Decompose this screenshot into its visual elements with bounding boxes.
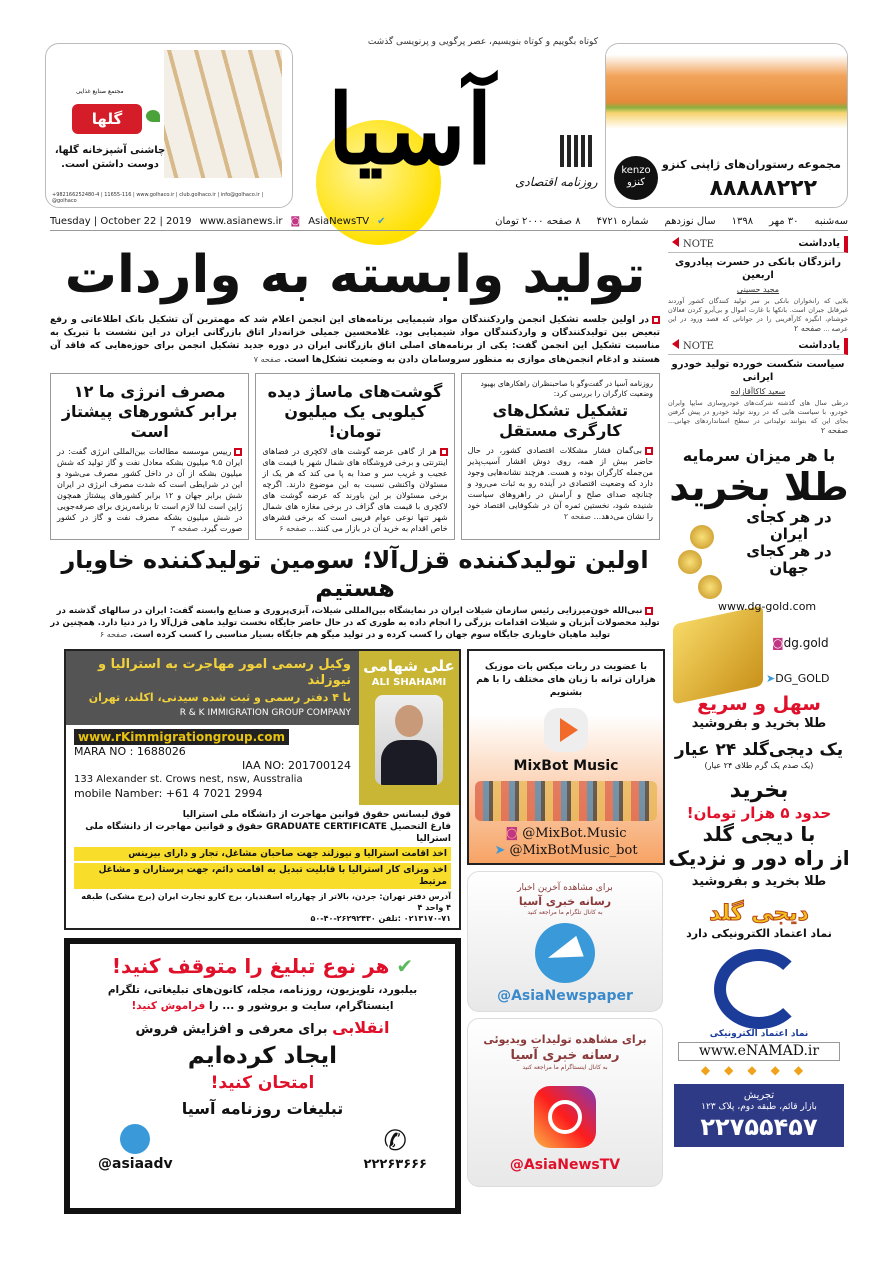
note-title[interactable]: سیاست شکست خورده تولید خودرو ایرانی [671,359,845,383]
gold-loc-2: ایران [769,525,809,543]
note-title[interactable]: رانزدگان بانکی در حسرت پیادروی اربعین [675,257,841,281]
page-ref: صفحه ۲ [794,324,822,333]
instagram-icon [534,1086,596,1148]
ad-headline: هر نوع تبلیغ را متوقف کنید! [111,954,390,978]
promo-line-2: رسانه خبری آسیا [518,895,612,908]
telegram-icon [535,923,595,983]
service-2: اخذ ویزای کار استرالیا با قابلیت تبدیل به اقامت دائم، جهت پرستاران و مشاغل مرتبط [74,863,451,889]
immigration-ad[interactable] [64,649,461,930]
telegram-promo[interactable] [467,871,663,1012]
digigold-logo: دیجی گلد [709,901,809,926]
note-label-en: NOTE [672,237,714,251]
contact-band [66,725,359,805]
promo-line-1: برای مشاهده تولیدات ویدیوئی [483,1033,647,1046]
instagram-icon: ◙ [772,636,784,650]
digigold-ad[interactable] [668,440,850,1240]
degree-1: فوق لیسانس حقوق قوانین مهاجرت از دانشگاه ملی استرالیا [182,810,451,820]
mixbot-telegram[interactable] [469,842,663,859]
main-column [50,240,660,1214]
note-label: یادداشت [798,340,840,351]
page-ref: صفحه ۷ [253,355,281,364]
promo-line-1: برای مشاهده آخرین اخبار [517,883,613,893]
enamad-logo-icon [714,949,804,1029]
instagram-icon: ◙ [290,216,301,227]
dg-address-1: تجریش [743,1090,775,1101]
promo-line-3: به کانال تلگرام ما مراجعه کنید [527,909,603,916]
secondary-paragraph [50,605,660,641]
telegram-icon: ➤ [766,672,776,685]
bullet-icon [440,448,448,456]
revolution-text: انقلابی [332,1018,390,1037]
verified-icon: ✔ [377,216,386,227]
ad-phone: ۲۲۲۶۳۶۶۶ [363,1157,427,1172]
immigration-url[interactable]: www.rKimmigrationgroup.com [74,729,289,745]
asia-logo [310,50,600,210]
weekday: سه‌شنبه [814,216,848,227]
qr-code-icon [560,135,592,167]
dg-address-2: بازار قائم، طبقه دوم، پلاک ۱۲۳ [701,1102,817,1112]
note-1[interactable] [668,236,848,334]
degree-2: فارغ التحصیل GRADUATE CERTIFICATE حقوق و قوانین مهاجرت از دانشگاه ملی استرالیا [85,822,451,844]
immigration-subtitle: با ۴ دفتر رسمی و ثبت شده سیدنی، اکلند، تهران [88,691,351,704]
issue-number: شماره ۴۷۲۱ [596,216,649,227]
try-text: امتحان کنید! [210,1073,315,1093]
note-author: مجید حسینی [736,285,780,294]
telegram-icon: ➤ [494,843,506,858]
mixbot-name: MixBot Music [513,758,619,774]
buy: بخرید [729,778,789,803]
office-address: آدرس دفتر تهران: جردن، بالاتر از چهارراه اسفندیار، برج کارو تجارت ایران (برج مشکی) طبقه ۴ واحد ۴ [81,892,451,912]
ads-column-left [64,649,461,1214]
mobile-number: mobile Namber: +61 4 7021 2994 [74,787,263,800]
with-digigold: با دیجی گلد [702,822,816,846]
leaf-icon [146,110,160,122]
musicians-illustration [475,781,657,821]
bullet-icon [645,447,653,455]
story-text: رییس موسسه مطالعات بین‌المللی انرژی گفت: در ایران ۹.۵ میلیون بشکه معادل نفت و گاز تولید که شش میلیون بشکه از آن در داخل کشور مصرف می‌شود و این در شرایطی است که شدت مصرف انرژی در ایران شش برابر جهان و ۱۲ برابر کشورهای پیشتاز همچون ژاپن است لذا لازم است تا برنامه‌ریزی برای صرفه‌جویی در شش میلیون بشکه مصرف نفت و گاز در کشور صورت گیرد. [57,447,243,533]
story-title[interactable]: مصرف انرژی ما ۱۲ برابر کشورهای پیشتاز است [61,382,238,441]
volume: سال نوزدهم [664,216,716,227]
story-body [57,446,242,534]
story-kicker: روزنامه آسیا در گفت‌وگو با صاحبنظران راهکارهای بهبود وضعیت کارگران را بررسی کرد: [480,379,653,398]
mixbot-ad[interactable] [467,649,665,865]
play-icon [544,708,588,752]
mara-number: MARA NO : 1688026 [74,745,186,758]
mixbot-text-1: با عضویت در ربات میکس بات موزیک [485,662,647,672]
one-digigold: یک دیجی‌گلد ۲۴ عیار [674,740,844,760]
english-date: Tuesday | October 22 | 2019 [50,216,192,227]
logo-subtitle: روزنامه اقتصادی [515,175,598,189]
instagram-handle[interactable]: @AsiaNewsTV [509,1157,621,1173]
page-ref: صفحه ۶ [99,630,128,639]
gold-loc-3: در هر کجای [746,542,832,560]
instagram-handle[interactable]: AsiaNewsTV [308,216,370,227]
dg-instagram[interactable] [772,636,829,651]
iaa-number: IAA NO: 201700124 [242,759,351,772]
enamad-text: نماد اعتماد الکترونیکی دارد [686,927,832,940]
advertising-ad[interactable] [64,938,461,1214]
lawyer-name-fa: علی شهامی [363,657,455,675]
bullet-icon [234,448,242,456]
secondary-text: نبی‌الله خون‌میرزایی رئیس سازمان شیلات ایران در نمایشگاه بین‌المللی شیلات، آبزی‌پروری و صنایع وابسته گفت: ایران در سالهای گذشته در تولید محصولات آبزیان و شیلات اقدامات بزرگی را انجام داده به طوری که در حال حاضر جایگاه نخست تولید ماهی قزل‌آلا را در دنیا دارد. همچنین در تولید ماهیان خاویاری جایگاه سوم جهان را کسب کرده و در تولید میگو هم جایگاه بسیار مناسبی را کسب کرده است. [50,606,660,640]
golha-contacts: +982166252480-4 | 11655-116 | www.golhaco.ir | club.golhaco.ir | info@golhaco.ir | @golhaco [52,192,264,204]
gold-loc-4: جهان [769,559,809,577]
pages-price: ۸ صفحه ۲۰۰۰ تومان [495,216,581,227]
note-label-en: NOTE [672,339,714,353]
kenzo-title: مجموعه رستوران‌های ژاپنی کنزو [662,158,841,171]
dg-telegram[interactable] [766,672,830,686]
ads-column-middle [467,649,665,1214]
kenzo-ad[interactable] [605,43,848,208]
note-body: بلایی که رانخواران بانکی بر سر تولید کنندگان کشور آوردند غیرقابل جبران است. بانکها با غارت اموال و بی‌آبرو کردن فعالان خوشنام، انگیزه کارآفرینی را در جوانانی که قصد ورود در این عرصه ... [668,297,848,333]
logo-wordmark: آسیا [327,73,493,186]
bullet-icon [645,607,653,615]
kenzo-logo-en: kenzo [621,165,651,176]
note-label: یادداشت [798,238,840,249]
story-text: بی‌گمان فشار مشکلات اقتصادی کشور، در حال حاضر بیش از همه، روی دوش اقشار آسیب‌پذیر من‌جمله کارگران بوده و هست. هرچند نشانه‌هایی وجود دارد که وضعیت اقتصادی در آینده رو به ثبات می‌رود و چنانچه صدای صلح و آرامش در راهروهای سیاست شنیده شود، نخستین ثمره آن در شکوفایی اقتصاد خود را نشان می‌دهد... [467,446,653,521]
lead-paragraph [50,314,660,367]
near-far: از راه دور و نزدیک [668,846,850,870]
address-au: 133 Alexander st. Crows nest, nsw, Ausstralia [74,774,303,785]
story-body [468,445,653,522]
page-ref: صفحه ۲ [563,512,592,521]
service-1: اخذ اقامت استرالیا و نیوزلند جهت صاحبان مشاغل، تجار و دارای بیزینس [74,847,451,861]
dg-telegram-handle: DG_GOLD [775,672,830,685]
dg-phone: ۲۲۷۵۵۴۵۷ [700,1113,818,1141]
story-labor[interactable] [461,373,660,540]
golha-slogan: چاشنی آشپزخانه گلها، دوست داشتن است. [54,145,166,170]
mixbot-instagram-handle: @MixBot.Music [522,826,627,841]
gold-locations [668,509,850,577]
gold-coin-icon [698,575,722,599]
forget-text: فراموش کنید! [131,1000,206,1012]
phone-icon: ✆ [383,1124,407,1157]
persian-date: ۳۰ مهر [769,216,799,227]
date-bar-left [50,216,386,227]
kenzo-logo-fa: کنزو [626,177,646,188]
date-bar [50,213,848,231]
telegram-icon [120,1124,150,1154]
price: حدود ۵ هزار تومان! [686,804,832,822]
mixbot-text-2: هزاران ترانه با زبان های مختلف را با هم بشنویم [476,675,656,698]
note-body: درطی سال های گذشته شرکت‌های خودروسازی سایپا وایران خودرو، با سیاست هایی که در روند تولید خودرو در پیش گرفتن بجای این که بتوانند تولیداتی در سطح استانداردهای جهانی... [668,399,848,425]
enamad-label: نماد اعتماد الکترونیکی [709,1029,809,1039]
masthead-tagline: کوتاه بگوییم و کوتاه بنویسیم، عصر پرگویی و پرنویسی گذشت [367,37,598,47]
main-headline[interactable]: تولید وابسته به واردات [64,245,646,305]
story-energy[interactable] [50,373,249,540]
story-body [262,446,447,534]
ads-row [50,649,660,1214]
note-2[interactable] [668,338,848,436]
mixbot-telegram-handle: @MixBotMusic_bot [509,843,638,858]
immigration-title: وکیل رسمی امور مهاجرت به استرالیا و نیوزلند [97,657,351,688]
website-link[interactable]: www.asianews.ir [199,216,283,227]
story-title[interactable]: تشکیل تشکل‌های کارگری مستقل [492,401,629,440]
check-icon: ✔ [396,954,414,978]
phone-contact[interactable] [364,1125,427,1173]
promo-line-2: رسانه خبری آسیا [510,1048,620,1063]
diamond-icons: ◆◆◆◆◆ [700,1063,818,1077]
page-ref: صفحه ۶ [279,524,307,533]
gold-line-1: با هر میزان سرمایه [682,446,836,465]
mixbot-instagram[interactable] [469,825,663,842]
buy-sell: طلا بخرید و بفروشید [691,716,827,731]
asia-ads-title: تبلیغات روزنامه آسیا [181,1099,344,1118]
lead-text: در اولین جلسه تشکیل انجمن واردکنندگان مواد شیمیایی برنامه‌های این انجمن اعلام شد که مهمترین آن تشکیل بانک اطلاعاتی و رفع تبعیض بین تولیدکنندگان و واردکنندگان مواد شیمیایی بود. غلامحسین جمیلی خزانه‌دار اتاق بازرگانی ایران در این نشست با تبریک به مناسبت تشکیل این انجمن گفت: یکی از برنامه‌های اصلی اتاق بازرگانی ایران در دوره جدید تشکیل انجمن برای حوزه‌هایی که فاقد آن هستند و ادغام انجمن‌های موازی به منظور سروسامان دادن به وضعیت تشکل‌ها است. [50,315,660,365]
story-text: هر از گاهی عرضه گوشت های لاکچری در فضاهای اینترنتی و برخی فروشگاه های شمال شهر با قیمت های عجیب و غریب سر و صدا به پا می کند که هر یک از مسئولان واکنشی نسبت به این موضوع دارند. اگرچه برخی مسئولان بر این باورند که عرضه گوشت های لاکچری با قیمت های گزاف در برخی مغازه های شمال شهر تنها نوعی عوام فریبی است که برخی قشرهای خاص اقدام به خرید آن در بازار می کنند... [262,447,448,533]
sushi-image [606,44,847,150]
stories-row [50,373,660,540]
kenzo-logo [614,156,658,200]
buy-sell-2: طلا بخرید و بفروشید [691,874,827,889]
enamad-url[interactable]: www.eNAMAD.ir [678,1042,840,1061]
golha-subtitle: مجتمع صنایع غذایی [76,88,124,95]
lawyer-name-en: ALI SHAHAMI [371,677,447,688]
ad-telegram: @asiaadv [98,1156,173,1172]
page-ref: صفحه ۳ [171,524,199,533]
golha-logo: گلها [72,104,142,134]
right-column [668,236,850,1240]
promo-text: برای معرفی و افزایش فروش [135,1022,328,1037]
spice-spoons-image [164,50,282,178]
promo-line-3: به کانال اینستاگرام ما مراجعه کنید [522,1064,608,1071]
instagram-promo[interactable] [467,1018,663,1187]
media-list-2: اینستاگرام، سایت و بروشور و ... را [208,1000,394,1012]
media-list: بیلبورد، تلویزیون، روزنامه، مجله، کانون‌های تبلیغاتی، تلگرام [107,984,418,996]
created-text: ایجاد کرده‌ایم [187,1043,338,1069]
gold-headline: طلا بخرید [669,465,849,509]
instagram-icon: ◙ [505,826,519,841]
telegram-contact[interactable] [98,1124,173,1173]
telegram-handle[interactable]: @AsiaNewspaper [497,988,633,1004]
definition: (یک صدم یک گرم طلای ۲۴ عیار) [704,761,814,770]
gold-bars-image [673,605,763,704]
golha-ad[interactable] [45,43,293,208]
note-author: سعید کاکاآقازاده [730,387,786,396]
page-ref: صفحه ۲ [820,426,848,435]
dg-address-box [674,1084,844,1147]
kenzo-phone: ۸۸۸۸۸۲۲۲ [709,176,817,201]
dg-instagram-handle: dg.gold [783,636,829,650]
story-title[interactable]: گوشت‌های ماساژ دیده کیلویی یک میلیون تومان! [267,382,443,441]
gold-loc-1: در هر کجای [746,508,832,526]
persian-year: ۱۳۹۸ [731,216,754,227]
secondary-headline[interactable]: اولین تولیدکننده قزل‌آلا؛ سومین تولیدکننده خاویار هستیم [61,546,649,602]
office-phones: ۰۲۱۳۱۷۰-۷۱ :تلفن ۲۶۲۹۲۴۳۰-۴۰-۵۰ [310,914,451,923]
company-name: R & K IMMIGRATION GROUP COMPANY [179,708,351,718]
story-meat[interactable] [255,373,454,540]
date-bar-right [495,216,848,227]
easy-fast: سهل و سریع [697,693,821,715]
lawyer-photo [375,695,443,785]
bullet-icon [652,316,660,324]
dg-website[interactable]: www.dg-gold.com [718,600,817,613]
